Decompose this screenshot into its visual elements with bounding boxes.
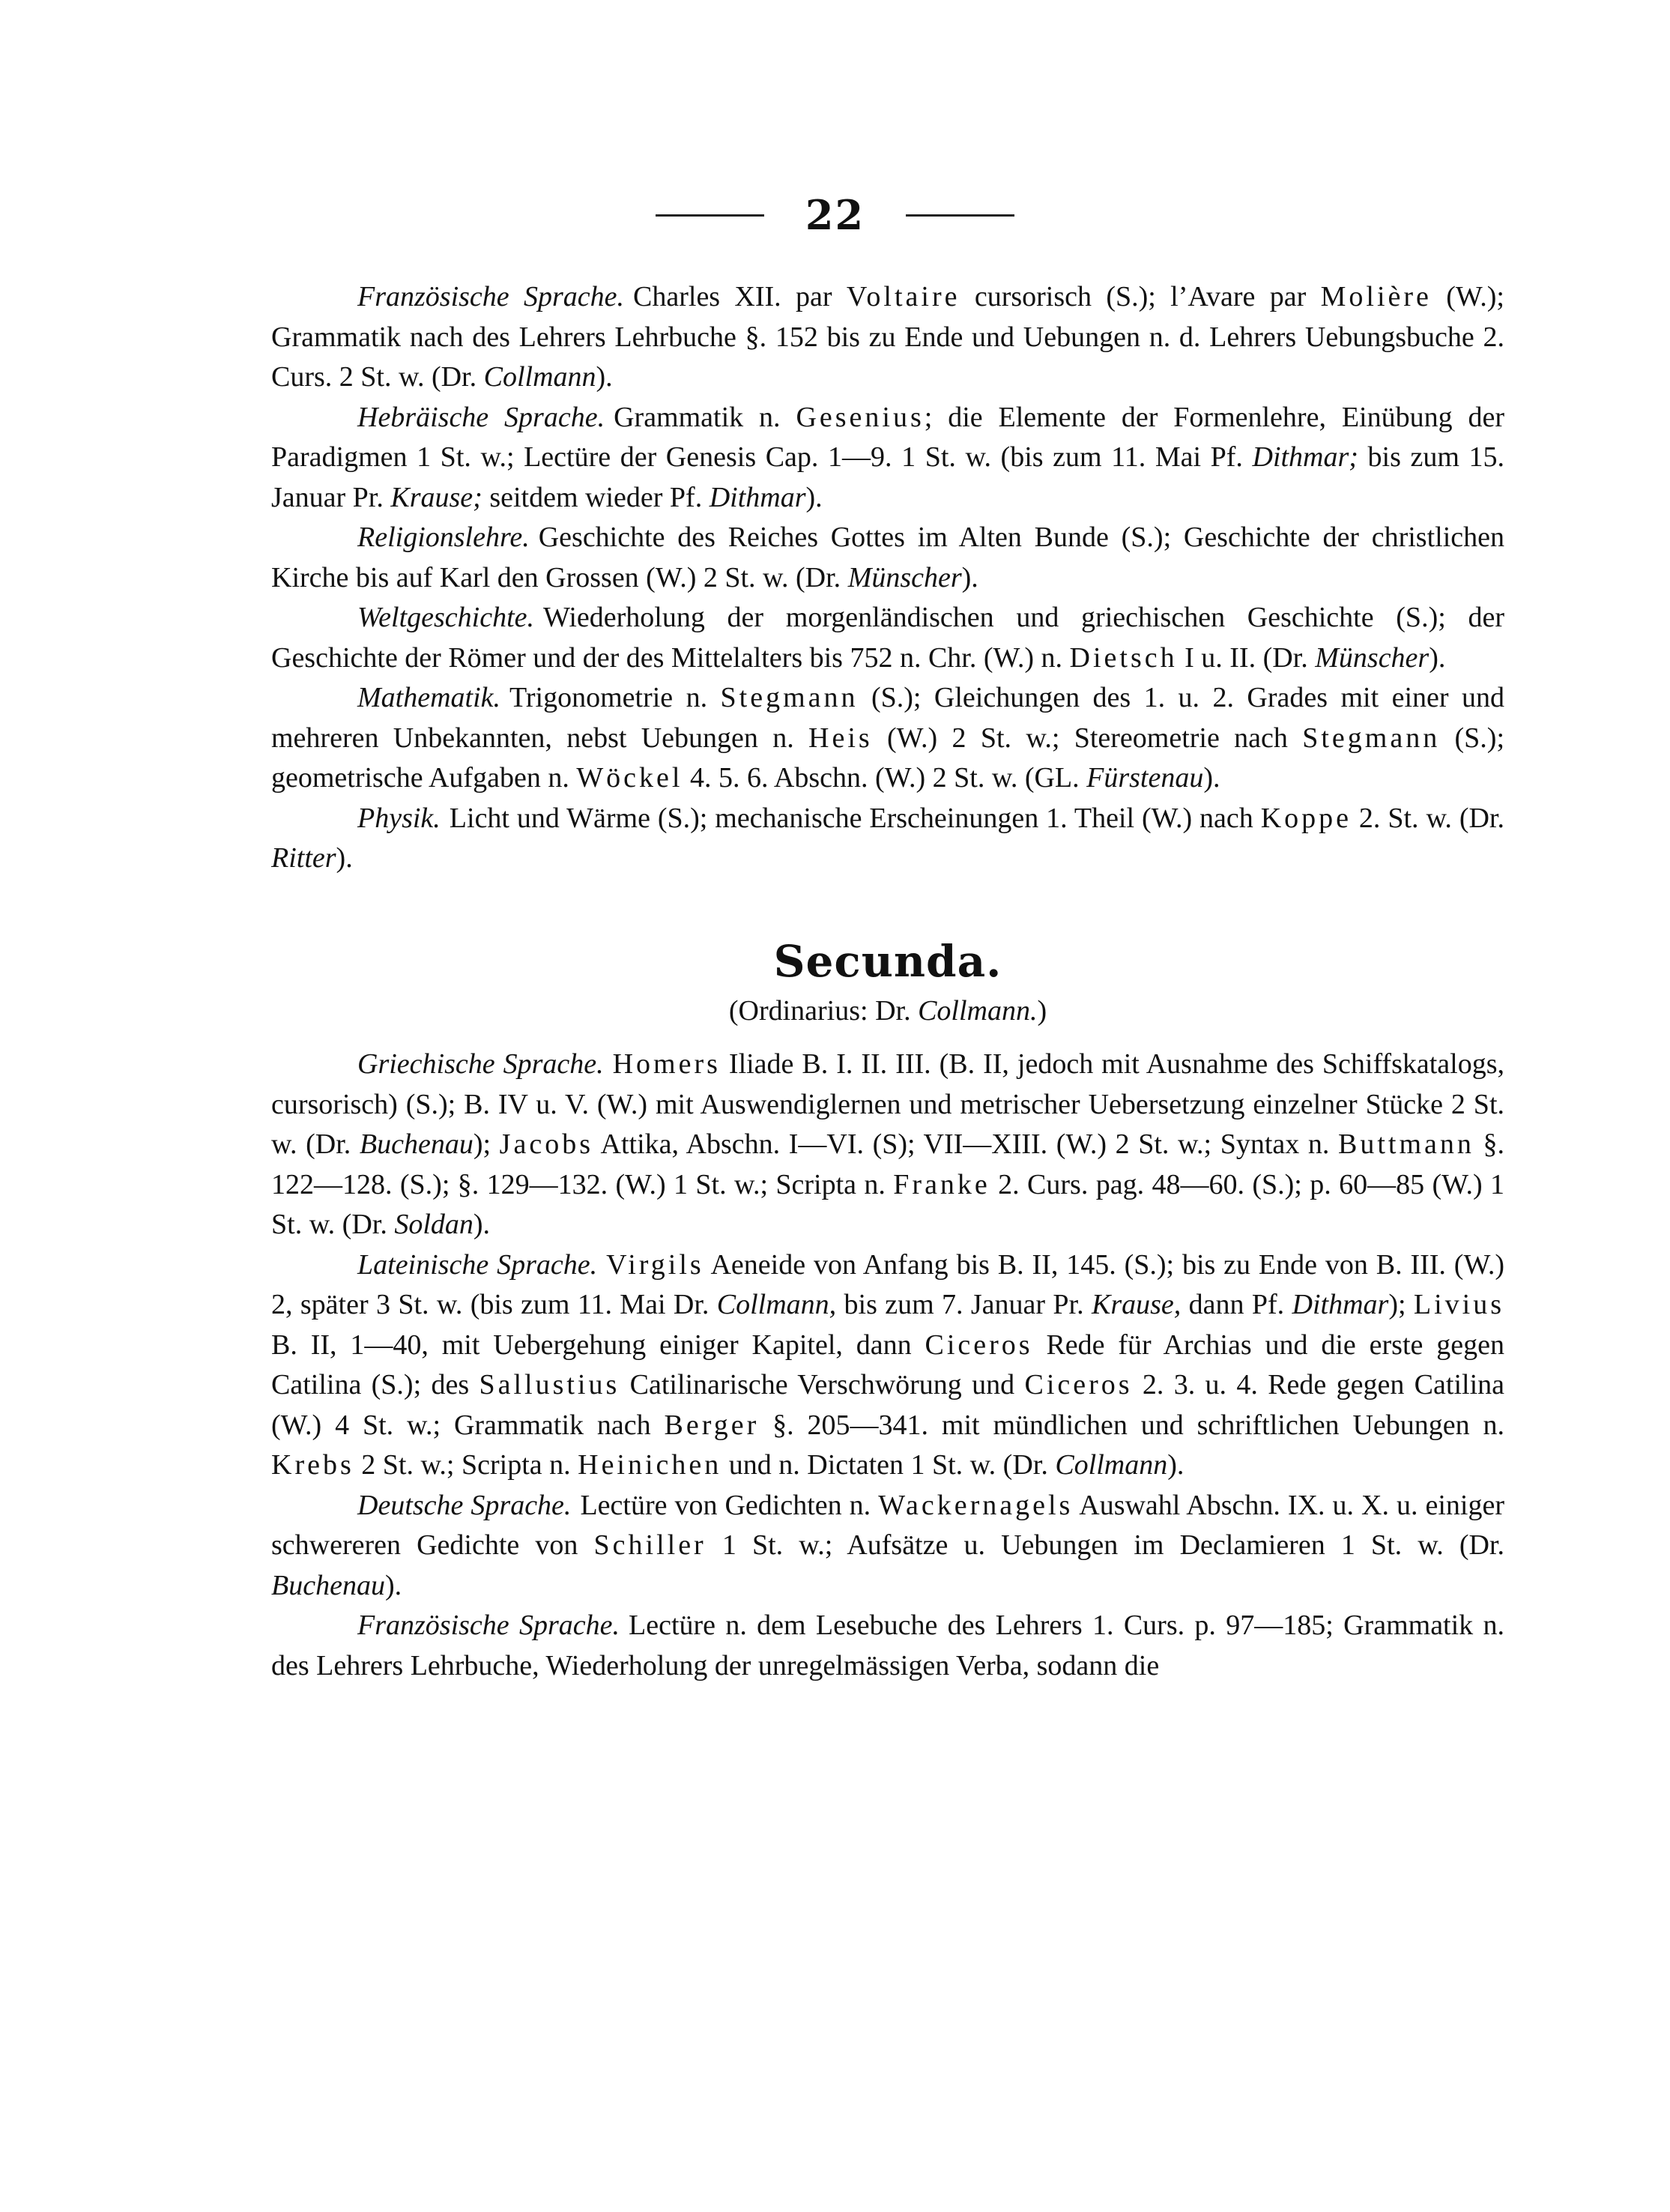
text-run: 2. Curs. pag. 48—60. (S.); p. 60—85 (W.) 1 St. w. (Dr. xyxy=(271,1168,1505,1240)
text-run: und n. Dictaten 1 St. w. (Dr. xyxy=(721,1449,1056,1481)
subject-paragraph xyxy=(271,277,1504,398)
text-run: 2 St. w.; Scripta n. xyxy=(354,1449,578,1481)
subject-paragraph xyxy=(271,1606,1504,1686)
section-secunda-curriculum xyxy=(271,1045,1504,1686)
person-name: Dithmar xyxy=(709,481,806,513)
text-run: Auswahl Abschn. IX. u. X. u. einiger schwereren Gedichte von xyxy=(271,1489,1504,1561)
person-name: Dithmar xyxy=(1292,1289,1389,1320)
subject-paragraph xyxy=(271,1486,1504,1607)
text-run: 2. 3. u. 4. Rede gegen Catilina (W.) 4 St. w.; Grammatik nach xyxy=(271,1369,1504,1441)
author-name: Koppe xyxy=(1260,802,1352,834)
text-run: ). xyxy=(1167,1449,1185,1481)
subject-heading: Hebräische Sprache. xyxy=(357,401,605,433)
person-name: Buchenau xyxy=(271,1569,385,1601)
person-name: Krause, xyxy=(1091,1289,1182,1320)
ordinarius-suffix: ) xyxy=(1037,994,1047,1027)
subject-heading: Mathematik. xyxy=(357,682,501,713)
subject-paragraph xyxy=(271,799,1504,879)
person-name: Soldan xyxy=(394,1209,474,1240)
author-name: Gesenius xyxy=(796,401,925,433)
subject-heading: Französische Sprache. xyxy=(357,281,625,312)
subject-heading: Griechische Sprache. xyxy=(357,1048,604,1080)
person-name: Collmann xyxy=(483,361,596,393)
author-name: Jacobs xyxy=(499,1128,593,1160)
subject-paragraph xyxy=(271,518,1504,598)
author-name: Krebs xyxy=(271,1449,354,1481)
subject-paragraph xyxy=(271,1045,1504,1245)
text-run: ). xyxy=(596,361,613,393)
subject-heading: Französische Sprache. xyxy=(357,1610,620,1641)
person-name: Münscher xyxy=(847,561,962,593)
text-run: ; die Elemente der Formenlehre, Einübung der Paradigmen 1 St. w.; Lectüre der Genesis Cap. 1—9. 1 St. w. (bis zum 11. Mai Pf. xyxy=(271,401,1505,473)
person-name: Collmann, xyxy=(716,1289,837,1320)
text-run: (W.); Grammatik nach des Lehrers Lehrbuche §. 152 bis zu Ende und Uebungen n. d. Lehrers Uebungsbuche 2. Curs. 2 St. w. (Dr. xyxy=(271,281,1504,393)
author-name: Livius xyxy=(1413,1289,1505,1320)
text-run: bis zum 7. Januar Pr. xyxy=(836,1289,1092,1320)
text-run: §. 205—341. mit mündlichen und schriftlichen Uebungen n. xyxy=(759,1409,1505,1441)
text-run: Wiederholung der morgenländischen und griechischen Geschichte (S.); der Geschichte der Römer und der des Mittelalters bis 752 n. Chr. (W.) n. xyxy=(271,602,1504,674)
ordinarius-name: Collmann. xyxy=(918,994,1038,1027)
text-run: Rede für Archias und die erste gegen Catilina (S.); des xyxy=(271,1329,1504,1400)
text-run: ). xyxy=(805,481,823,513)
author-name: Ciceros xyxy=(1024,1369,1133,1400)
text-run: seitdem wieder Pf. xyxy=(482,481,710,513)
person-name: Collmann xyxy=(1055,1449,1168,1481)
page-header xyxy=(0,191,1670,239)
subject-paragraph xyxy=(271,1245,1504,1486)
text-run: ). xyxy=(1203,762,1220,794)
text-run: ). xyxy=(961,561,978,593)
text-run: Trigonometrie n. xyxy=(509,682,721,713)
text-run: Lectüre n. dem Lesebuche des Lehrers 1. Curs. p. 97—185; Grammatik n. des Lehrers Lehrbuche, Wiederholung der unregelmässigen Verba, sodann die xyxy=(271,1610,1504,1681)
text-run: Lectüre von Gedichten n. xyxy=(580,1489,879,1521)
subject-heading: Lateinische Sprache. xyxy=(357,1248,598,1281)
text-run: ); xyxy=(1388,1289,1414,1320)
text-run: Catilinarische Verschwörung und xyxy=(620,1369,1025,1400)
text-run: bis zum 15. Januar Pr. xyxy=(271,441,1504,513)
author-name: Dietsch xyxy=(1069,641,1178,674)
text-run: Attika, Abschn. I—VI. (S); VII—XIII. (W.) 2 St. w.; Syntax n. xyxy=(593,1128,1338,1160)
author-name: Wöckel xyxy=(576,762,683,794)
author-name: Wackernagels xyxy=(878,1489,1074,1521)
text-run: ). xyxy=(384,1569,402,1601)
ordinarius-prefix: (Ordinarius: Dr. xyxy=(728,994,919,1027)
text-run: ); xyxy=(473,1128,500,1160)
author-name: Molière xyxy=(1320,281,1432,312)
text-run: ). xyxy=(336,842,353,874)
text-run: dann Pf. xyxy=(1181,1289,1292,1320)
subject-paragraph xyxy=(271,398,1504,519)
header-rule-right xyxy=(906,214,1014,217)
text-run: Geschichte des Reiches Gottes im Alten Bunde (S.); Geschichte der christlichen Kirche bis auf Karl den Grossen (W.) 2 St. w. (Dr. xyxy=(271,522,1504,593)
section-title-secunda: Secunda. xyxy=(773,935,1002,987)
section-subtitle-ordinarius xyxy=(271,991,1504,1032)
text-run: Charles XII. par xyxy=(633,281,847,312)
text-run: I u. II. (Dr. xyxy=(1177,641,1316,674)
person-name: Ritter xyxy=(271,842,336,874)
person-name: Dithmar; xyxy=(1252,441,1358,473)
author-name: Voltaire xyxy=(846,281,960,312)
author-name: Berger xyxy=(664,1409,760,1441)
section-oberprima-curriculum xyxy=(271,277,1504,879)
text-run: Iliade B. I. II. III. (B. II, jedoch mit Ausnahme des Schiffskatalogs, cursorisch) (S.); B. IV u. V. (W.) mit Auswendiglernen und metrischer Uebersetzung einzelner Stücke 2 St. w. (Dr. xyxy=(271,1048,1504,1160)
text-run: 4. 5. 6. Abschn. (W.) 2 St. w. (GL. xyxy=(683,762,1087,794)
text-run: Aeneide von Anfang bis B. II, 145. (S.); bis zu Ende von B. III. (W.) 2, später 3 St. w. (bis zum 11. Mai Dr. xyxy=(271,1248,1504,1320)
text-run: cursorisch (S.); l’Avare par xyxy=(960,281,1321,312)
text-run: (W.) 2 St. w.; Stereometrie nach xyxy=(872,722,1303,754)
person-name: Krause; xyxy=(390,481,482,513)
subject-heading: Physik. xyxy=(357,802,441,834)
text-run: (S.); Gleichungen des 1. u. 2. Grades mit einer und mehreren Unbekannten, nebst Uebungen n. xyxy=(271,682,1504,754)
subject-paragraph xyxy=(271,598,1504,678)
author-name: Homers xyxy=(612,1048,721,1080)
text-run: Grammatik n. xyxy=(614,401,796,433)
text-run: 2. St. w. (Dr. xyxy=(1352,802,1504,834)
author-name: Virgils xyxy=(606,1248,704,1281)
subject-heading: Deutsche Sprache. xyxy=(357,1489,572,1521)
author-name: Franke xyxy=(893,1168,990,1200)
author-name: Heinichen xyxy=(578,1449,722,1481)
text-run: ). xyxy=(473,1209,491,1240)
person-name: Buchenau xyxy=(359,1128,474,1160)
page-body xyxy=(271,277,1504,1686)
text-run: B. II, 1—40, mit Uebergehung einiger Kapitel, dann xyxy=(271,1329,925,1361)
subject-heading: Religionslehre. xyxy=(357,522,530,553)
author-name: Schiller xyxy=(593,1529,707,1561)
author-name: Sallustius xyxy=(479,1369,620,1400)
author-name: Stegmann xyxy=(1302,722,1441,754)
page-number: 22 xyxy=(805,191,865,239)
text-run: ). xyxy=(1429,641,1446,674)
text-run: §. 122—128. (S.); §. 129—132. (W.) 1 St. w.; Scripta n. xyxy=(271,1128,1505,1200)
author-name: Ciceros xyxy=(925,1329,1033,1361)
subject-paragraph xyxy=(271,678,1504,799)
text-run: (S.); geometrische Aufgaben n. xyxy=(271,722,1505,794)
subject-heading: Weltgeschichte. xyxy=(357,602,535,633)
text-run: 1 St. w.; Aufsätze u. Uebungen im Declamieren 1 St. w. (Dr. xyxy=(706,1529,1504,1561)
author-name: Buttmann xyxy=(1338,1128,1474,1160)
header-rule-left xyxy=(656,214,764,217)
author-name: Heis xyxy=(808,722,873,754)
person-name: Fürstenau xyxy=(1086,762,1204,794)
text-run: Licht und Wärme (S.); mechanische Erscheinungen 1. Theil (W.) nach xyxy=(449,802,1261,834)
person-name: Münscher xyxy=(1315,641,1430,674)
author-name: Stegmann xyxy=(720,682,859,713)
